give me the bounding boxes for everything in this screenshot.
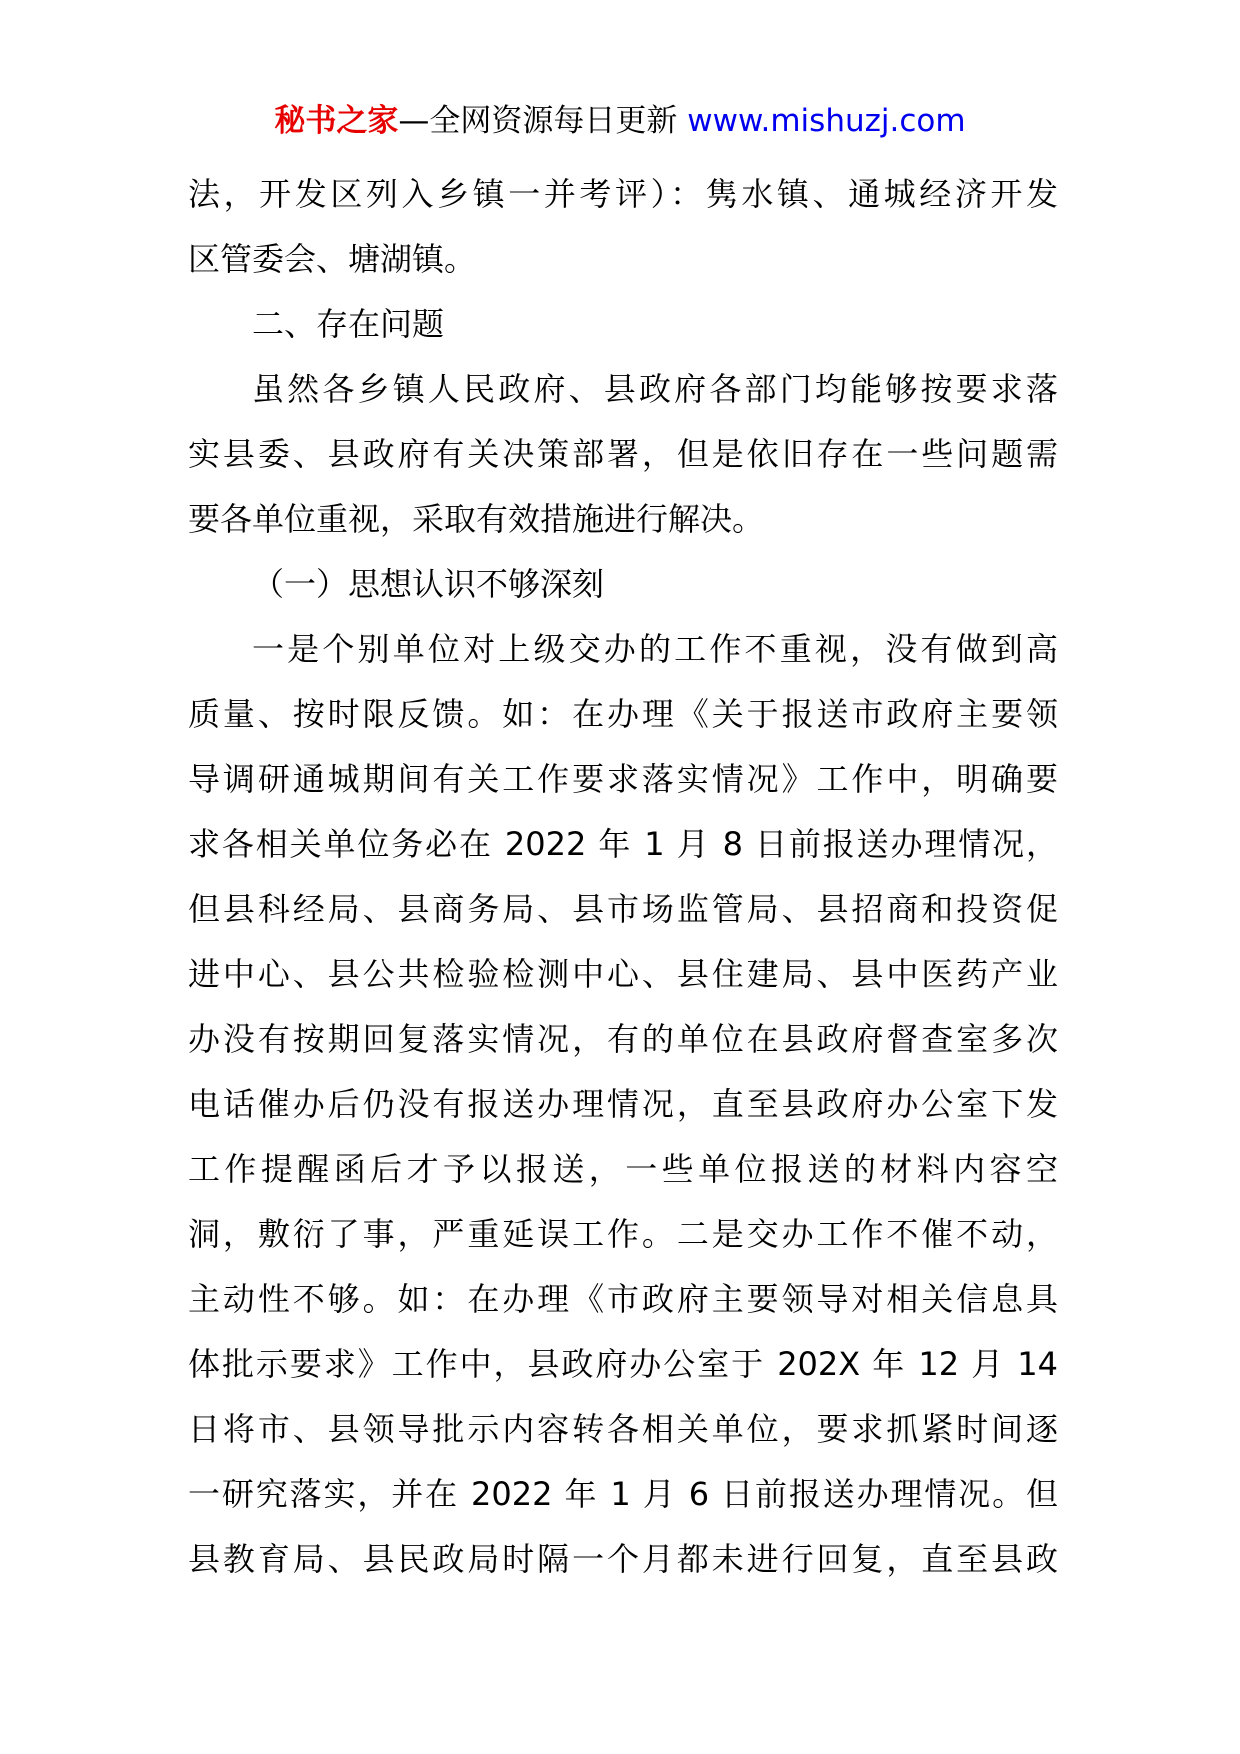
text-line: 一研究落实，并在 2022 年 1 月 6 日前报送办理情况。但 <box>188 1475 1058 1513</box>
document-body <box>188 162 1058 1592</box>
text-line: 求各相关单位务必在 2022 年 1 月 8 日前报送办理情况， <box>188 825 1058 863</box>
text-line: 日将市、县领导批示内容转各相关单位，要求抓紧时间逐 <box>188 1410 1058 1448</box>
text-line: 实县委、县政府有关决策部署，但是依旧存在一些问题需 <box>188 435 1058 473</box>
text-line: 但县科经局、县商务局、县市场监管局、县招商和投资促 <box>188 890 1058 928</box>
site-tagline: —全网资源每日更新 <box>398 103 678 139</box>
text-line: 一是个别单位对上级交办的工作不重视，没有做到高 <box>252 630 1058 668</box>
site-header <box>0 98 1240 144</box>
text-line: 主动性不够。如：在办理《市政府主要领导对相关信息具 <box>188 1280 1058 1318</box>
text-line: 法，开发区列入乡镇一并考评）：隽水镇、通城经济开发 <box>188 175 1058 213</box>
text-line: 电话催办后仍没有报送办理情况，直至县政府办公室下发 <box>188 1085 1058 1123</box>
text-line: 洞，敷衍了事，严重延误工作。二是交办工作不催不动， <box>188 1215 1058 1253</box>
text-line: 虽然各乡镇人民政府、县政府各部门均能够按要求落 <box>252 370 1058 408</box>
site-url-link[interactable]: www.mishuzj.com <box>687 103 966 139</box>
text-line: 进中心、县公共检验检测中心、县住建局、县中医药产业 <box>188 955 1058 993</box>
text-line: 导调研通城期间有关工作要求落实情况》工作中，明确要 <box>188 760 1058 798</box>
text-line: 区管委会、塘湖镇。 <box>188 240 477 278</box>
text-line: 县教育局、县民政局时隔一个月都未进行回复，直至县政 <box>188 1540 1058 1578</box>
site-brand: 秘书之家 <box>274 103 399 139</box>
section-heading: 二、存在问题 <box>252 305 445 343</box>
text-line: 要各单位重视，采取有效措施进行解决。 <box>188 500 765 538</box>
text-line: 办没有按期回复落实情况，有的单位在县政府督查室多次 <box>188 1020 1058 1058</box>
text-line: 体批示要求》工作中，县政府办公室于 202X 年 12 月 14 <box>188 1345 1058 1383</box>
text-line: 工作提醒函后才予以报送，一些单位报送的材料内容空 <box>188 1150 1058 1188</box>
subsection-heading: （一）思想认识不够深刻 <box>252 565 605 603</box>
text-line: 质量、按时限反馈。如：在办理《关于报送市政府主要领 <box>188 695 1058 733</box>
